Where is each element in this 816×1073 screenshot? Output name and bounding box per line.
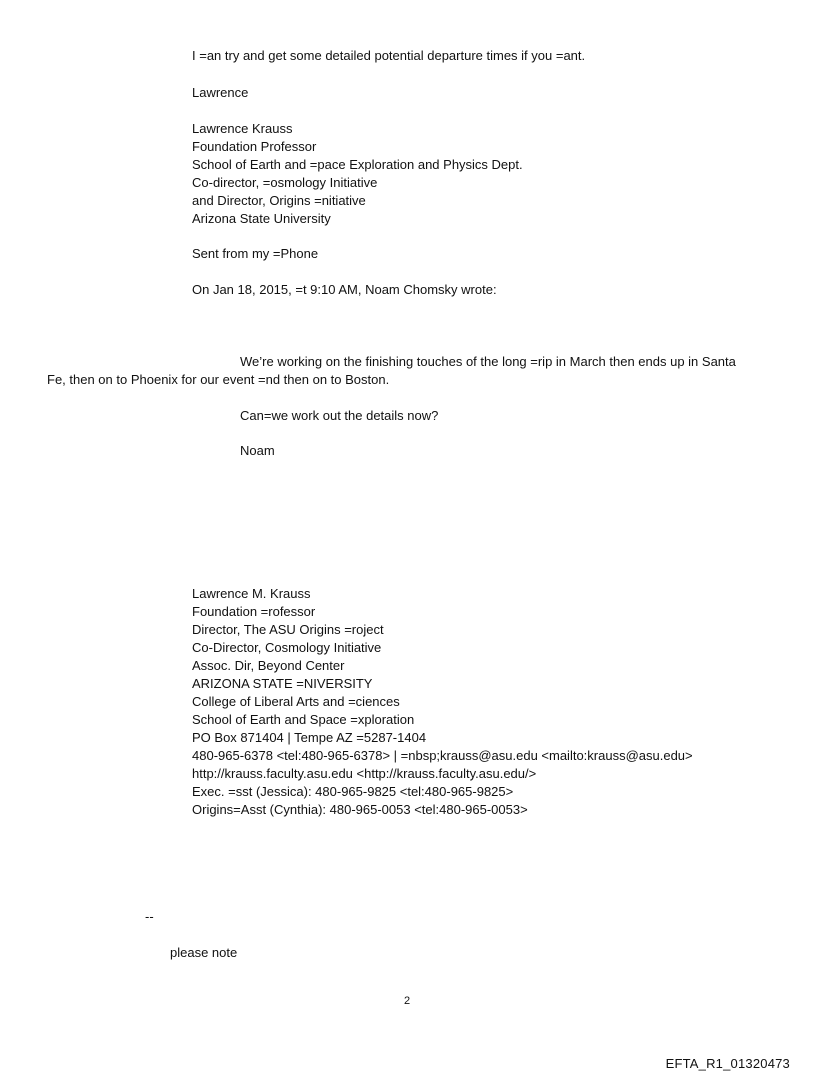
signature-full-line: School of Earth and Space =xploration	[192, 712, 415, 727]
please-note: please note	[170, 945, 238, 960]
signature-full-line: http://krauss.faculty.asu.edu <http://krauss.faculty.asu.edu/>	[192, 766, 537, 781]
signature-full-line: Exec. =sst (Jessica): 480-965-9825 <tel:480-965-9825>	[192, 784, 514, 799]
departure-line: I =an try and get some detailed potential departure times if you =ant.	[192, 48, 586, 63]
signature-line: Lawrence Krauss	[192, 121, 293, 136]
sent-from-line: Sent from my =Phone	[192, 246, 319, 261]
signature-line: School of Earth and =pace Exploration and Physics Dept.	[192, 157, 523, 172]
signature-full-line: ARIZONA STATE =NIVERSITY	[192, 676, 373, 691]
signature-full	[192, 585, 693, 819]
signature-line: Arizona State University	[192, 211, 331, 226]
signature-full-line: Co-Director, Cosmology Initiative	[192, 640, 382, 655]
page-number: 2	[404, 995, 411, 1007]
signature-full-line: Foundation =rofessor	[192, 604, 316, 619]
signature-full-line: Lawrence M. Krauss	[192, 586, 311, 601]
document-id: EFTA_R1_01320473	[665, 1056, 790, 1071]
quoted-sign: Noam	[240, 443, 275, 458]
quoted-paragraph-line-1: We’re working on the finishing touches of the long =rip in March then ends up in Santa	[240, 354, 736, 369]
signature-full-line: PO Box 871404 | Tempe AZ =5287-1404	[192, 730, 427, 745]
signature-dashes: --	[145, 909, 154, 924]
signature-full-line: Director, The ASU Origins =roject	[192, 622, 384, 637]
signature-line: Foundation Professor	[192, 139, 317, 154]
signature-full-line: College of Liberal Arts and =ciences	[192, 694, 400, 709]
signature-line: Co-director, =osmology Initiative	[192, 175, 378, 190]
signature-full-line: 480-965-6378 <tel:480-965-6378> | =nbsp;krauss@asu.edu <mailto:krauss@asu.edu>	[192, 748, 693, 763]
signature-full-line: Origins=Asst (Cynthia): 480-965-0053 <tel:480-965-0053>	[192, 802, 528, 817]
quote-header: On Jan 18, 2015, =t 9:10 AM, Noam Chomsky wrote:	[192, 282, 497, 297]
sign-name: Lawrence	[192, 85, 249, 100]
quoted-paragraph-line-2: Fe, then on to Phoenix for our event =nd then on to Boston.	[47, 372, 390, 387]
signature-full-line: Assoc. Dir, Beyond Center	[192, 658, 345, 673]
signature-short	[192, 120, 523, 228]
signature-line: and Director, Origins =nitiative	[192, 193, 366, 208]
quoted-question: Can=we work out the details now?	[240, 408, 439, 423]
